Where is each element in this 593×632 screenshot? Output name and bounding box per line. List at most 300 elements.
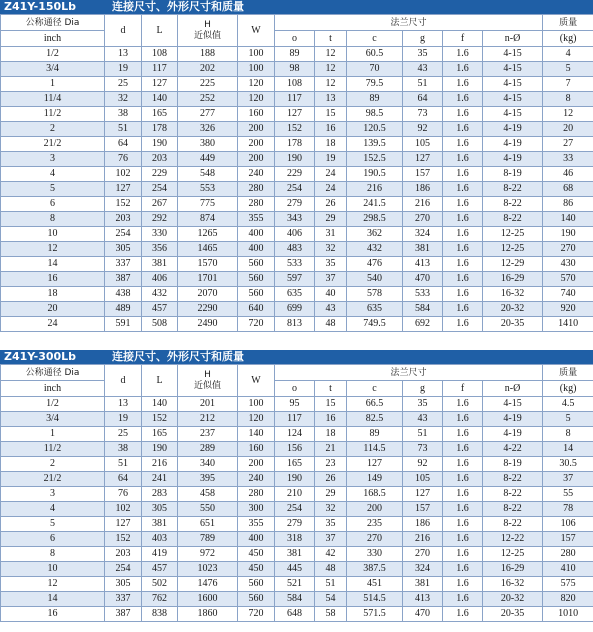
table-section-300lb <box>0 350 593 622</box>
cell-H: 550 <box>178 502 238 517</box>
table-row <box>1 517 593 532</box>
table-row <box>1 487 593 502</box>
cell-o: 190 <box>275 472 315 487</box>
cell-mass: 5 <box>543 62 593 77</box>
cell-d: 489 <box>105 302 142 317</box>
cell-mass: 55 <box>543 487 593 502</box>
header-flange: 法兰尺寸 <box>275 365 543 381</box>
cell-d: 51 <box>105 457 142 472</box>
cell-mass: 1010 <box>543 607 593 622</box>
cell-H: 252 <box>178 92 238 107</box>
cell-dia: 3 <box>1 487 105 502</box>
cell-W: 200 <box>238 152 275 167</box>
cell-c: 127 <box>347 457 403 472</box>
cell-g: 186 <box>403 517 443 532</box>
cell-H: 225 <box>178 77 238 92</box>
cell-n: 20-32 <box>483 302 543 317</box>
cell-L: 330 <box>142 227 178 242</box>
cell-W: 560 <box>238 272 275 287</box>
cell-dia: 24 <box>1 317 105 332</box>
table-row <box>1 122 593 137</box>
cell-W: 280 <box>238 487 275 502</box>
cell-mass: 30.5 <box>543 457 593 472</box>
cell-n: 8-22 <box>483 197 543 212</box>
cell-o: 483 <box>275 242 315 257</box>
cell-c: 98.5 <box>347 107 403 122</box>
cell-L: 762 <box>142 592 178 607</box>
cell-c: 362 <box>347 227 403 242</box>
cell-n: 4-15 <box>483 92 543 107</box>
cell-c: 82.5 <box>347 412 403 427</box>
cell-c: 139.5 <box>347 137 403 152</box>
cell-dia: 4 <box>1 502 105 517</box>
cell-t: 48 <box>315 562 347 577</box>
cell-o: 381 <box>275 547 315 562</box>
cell-W: 355 <box>238 517 275 532</box>
cell-f: 1.6 <box>443 547 483 562</box>
cell-mass: 157 <box>543 532 593 547</box>
cell-L: 108 <box>142 47 178 62</box>
cell-L: 117 <box>142 62 178 77</box>
cell-t: 12 <box>315 47 347 62</box>
cell-n: 4-15 <box>483 62 543 77</box>
cell-d: 387 <box>105 607 142 622</box>
cell-c: 149 <box>347 472 403 487</box>
cell-c: 235 <box>347 517 403 532</box>
table-row <box>1 47 593 62</box>
cell-o: 406 <box>275 227 315 242</box>
cell-n: 4-19 <box>483 122 543 137</box>
cell-dia: 18 <box>1 287 105 302</box>
cell-n: 20-35 <box>483 607 543 622</box>
cell-t: 26 <box>315 197 347 212</box>
cell-H: 449 <box>178 152 238 167</box>
table-row <box>1 532 593 547</box>
cell-H: 326 <box>178 122 238 137</box>
table-row <box>1 287 593 302</box>
cell-c: 70 <box>347 62 403 77</box>
cell-H: 553 <box>178 182 238 197</box>
cell-n: 16-29 <box>483 272 543 287</box>
cell-g: 92 <box>403 457 443 472</box>
cell-mass: 140 <box>543 212 593 227</box>
cell-d: 127 <box>105 517 142 532</box>
cell-o: 318 <box>275 532 315 547</box>
cell-W: 450 <box>238 547 275 562</box>
cell-t: 29 <box>315 212 347 227</box>
cell-dia: 1 <box>1 427 105 442</box>
cell-mass: 12 <box>543 107 593 122</box>
cell-L: 203 <box>142 152 178 167</box>
cell-mass: 820 <box>543 592 593 607</box>
cell-f: 1.6 <box>443 562 483 577</box>
table-row <box>1 137 593 152</box>
cell-o: 98 <box>275 62 315 77</box>
cell-L: 457 <box>142 562 178 577</box>
cell-g: 43 <box>403 62 443 77</box>
cell-t: 13 <box>315 92 347 107</box>
table-row <box>1 577 593 592</box>
cell-mass: 68 <box>543 182 593 197</box>
cell-W: 450 <box>238 562 275 577</box>
cell-o: 343 <box>275 212 315 227</box>
cell-o: 279 <box>275 517 315 532</box>
cell-H: 380 <box>178 137 238 152</box>
cell-t: 29 <box>315 487 347 502</box>
cell-n: 4-19 <box>483 152 543 167</box>
cell-mass: 280 <box>543 547 593 562</box>
header-flange: 法兰尺寸 <box>275 15 543 31</box>
cell-n: 8-19 <box>483 457 543 472</box>
table-title: 连接尺寸、外形尺寸和质量 <box>112 350 244 363</box>
cell-d: 102 <box>105 502 142 517</box>
cell-n: 4-19 <box>483 412 543 427</box>
cell-n: 12-22 <box>483 532 543 547</box>
cell-c: 330 <box>347 547 403 562</box>
cell-W: 200 <box>238 137 275 152</box>
cell-n: 4-15 <box>483 107 543 122</box>
cell-t: 32 <box>315 242 347 257</box>
cell-f: 1.6 <box>443 457 483 472</box>
cell-f: 1.6 <box>443 137 483 152</box>
cell-dia: 5 <box>1 182 105 197</box>
cell-g: 413 <box>403 592 443 607</box>
cell-g: 105 <box>403 137 443 152</box>
cell-n: 4-22 <box>483 442 543 457</box>
header-H-label: H <box>204 19 211 30</box>
cell-H: 1023 <box>178 562 238 577</box>
cell-L: 165 <box>142 107 178 122</box>
cell-c: 540 <box>347 272 403 287</box>
cell-t: 51 <box>315 577 347 592</box>
cell-W: 160 <box>238 107 275 122</box>
cell-d: 152 <box>105 532 142 547</box>
cell-mass: 1410 <box>543 317 593 332</box>
header-H-sub: 近似值 <box>193 380 221 391</box>
header-H-sub: 近似值 <box>193 30 221 41</box>
cell-W: 400 <box>238 532 275 547</box>
table-row <box>1 427 593 442</box>
table-row <box>1 92 593 107</box>
cell-L: 229 <box>142 167 178 182</box>
cell-H: 2070 <box>178 287 238 302</box>
cell-t: 43 <box>315 302 347 317</box>
table-row <box>1 607 593 622</box>
cell-c: 152.5 <box>347 152 403 167</box>
cell-g: 157 <box>403 502 443 517</box>
cell-t: 31 <box>315 227 347 242</box>
header-f: f <box>443 381 483 397</box>
cell-mass: 430 <box>543 257 593 272</box>
cell-t: 37 <box>315 272 347 287</box>
header-mass: 质量 <box>543 15 593 31</box>
cell-o: 178 <box>275 137 315 152</box>
cell-mass: 106 <box>543 517 593 532</box>
cell-H: 458 <box>178 487 238 502</box>
table-row <box>1 227 593 242</box>
header-c: c <box>347 31 403 47</box>
cell-o: 597 <box>275 272 315 287</box>
header-L: L <box>142 15 178 47</box>
cell-o: 648 <box>275 607 315 622</box>
cell-c: 89 <box>347 92 403 107</box>
cell-o: 117 <box>275 92 315 107</box>
cell-dia: 14 <box>1 257 105 272</box>
cell-c: 298.5 <box>347 212 403 227</box>
cell-f: 1.6 <box>443 197 483 212</box>
cell-t: 37 <box>315 532 347 547</box>
cell-dia: 6 <box>1 532 105 547</box>
cell-c: 241.5 <box>347 197 403 212</box>
cell-W: 200 <box>238 122 275 137</box>
cell-f: 1.6 <box>443 227 483 242</box>
cell-W: 720 <box>238 317 275 332</box>
cell-o: 124 <box>275 427 315 442</box>
cell-W: 120 <box>238 77 275 92</box>
cell-f: 1.6 <box>443 257 483 272</box>
cell-o: 127 <box>275 107 315 122</box>
cell-c: 190.5 <box>347 167 403 182</box>
cell-mass: 4 <box>543 47 593 62</box>
cell-g: 413 <box>403 257 443 272</box>
cell-W: 100 <box>238 62 275 77</box>
cell-f: 1.6 <box>443 62 483 77</box>
table-row <box>1 212 593 227</box>
cell-f: 1.6 <box>443 272 483 287</box>
cell-mass: 570 <box>543 272 593 287</box>
cell-g: 270 <box>403 547 443 562</box>
cell-dia: 21/2 <box>1 137 105 152</box>
header-H-label: H <box>204 369 211 380</box>
cell-W: 160 <box>238 442 275 457</box>
cell-L: 305 <box>142 502 178 517</box>
header-g: g <box>403 381 443 397</box>
cell-t: 26 <box>315 472 347 487</box>
cell-H: 1701 <box>178 272 238 287</box>
cell-L: 508 <box>142 317 178 332</box>
cell-o: 813 <box>275 317 315 332</box>
cell-g: 584 <box>403 302 443 317</box>
header-f: f <box>443 31 483 47</box>
cell-f: 1.6 <box>443 107 483 122</box>
cell-c: 749.5 <box>347 317 403 332</box>
cell-mass: 27 <box>543 137 593 152</box>
cell-d: 25 <box>105 427 142 442</box>
cell-d: 203 <box>105 212 142 227</box>
cell-H: 775 <box>178 197 238 212</box>
cell-f: 1.6 <box>443 487 483 502</box>
cell-f: 1.6 <box>443 302 483 317</box>
cell-mass: 37 <box>543 472 593 487</box>
cell-c: 168.5 <box>347 487 403 502</box>
cell-t: 24 <box>315 182 347 197</box>
cell-H: 2490 <box>178 317 238 332</box>
header-mass-unit: (kg) <box>543 31 593 47</box>
table-row <box>1 77 593 92</box>
cell-dia: 12 <box>1 577 105 592</box>
cell-c: 60.5 <box>347 47 403 62</box>
cell-o: 699 <box>275 302 315 317</box>
cell-f: 1.6 <box>443 442 483 457</box>
cell-d: 32 <box>105 92 142 107</box>
cell-mass: 20 <box>543 122 593 137</box>
cell-c: 451 <box>347 577 403 592</box>
cell-W: 120 <box>238 412 275 427</box>
header-mass-unit: (kg) <box>543 381 593 397</box>
cell-mass: 46 <box>543 167 593 182</box>
cell-c: 578 <box>347 287 403 302</box>
cell-n: 8-19 <box>483 167 543 182</box>
cell-H: 201 <box>178 397 238 412</box>
cell-mass: 8 <box>543 92 593 107</box>
cell-g: 186 <box>403 182 443 197</box>
cell-d: 25 <box>105 77 142 92</box>
cell-g: 127 <box>403 487 443 502</box>
cell-mass: 920 <box>543 302 593 317</box>
cell-dia: 11/4 <box>1 92 105 107</box>
cell-o: 584 <box>275 592 315 607</box>
cell-mass: 575 <box>543 577 593 592</box>
cell-f: 1.6 <box>443 317 483 332</box>
cell-g: 324 <box>403 227 443 242</box>
cell-L: 190 <box>142 137 178 152</box>
cell-n: 12-25 <box>483 227 543 242</box>
cell-dia: 3/4 <box>1 62 105 77</box>
cell-dia: 4 <box>1 167 105 182</box>
cell-W: 200 <box>238 457 275 472</box>
header-dia: 公称通径 Dia <box>1 15 105 31</box>
cell-d: 64 <box>105 137 142 152</box>
cell-t: 24 <box>315 167 347 182</box>
cell-d: 38 <box>105 442 142 457</box>
cell-d: 127 <box>105 182 142 197</box>
cell-t: 35 <box>315 257 347 272</box>
cell-L: 254 <box>142 182 178 197</box>
cell-g: 105 <box>403 472 443 487</box>
cell-d: 254 <box>105 562 142 577</box>
cell-dia: 1/2 <box>1 397 105 412</box>
cell-W: 280 <box>238 197 275 212</box>
cell-c: 270 <box>347 532 403 547</box>
cell-f: 1.6 <box>443 577 483 592</box>
header-d: d <box>105 15 142 47</box>
header-o: o <box>275 381 315 397</box>
cell-n: 8-22 <box>483 472 543 487</box>
cell-d: 438 <box>105 287 142 302</box>
cell-n: 8-22 <box>483 212 543 227</box>
cell-L: 178 <box>142 122 178 137</box>
cell-d: 51 <box>105 122 142 137</box>
cell-dia: 10 <box>1 227 105 242</box>
cell-d: 19 <box>105 62 142 77</box>
header-W: W <box>238 15 275 47</box>
table-row <box>1 62 593 77</box>
cell-W: 280 <box>238 182 275 197</box>
cell-mass: 190 <box>543 227 593 242</box>
cell-dia: 6 <box>1 197 105 212</box>
cell-g: 470 <box>403 607 443 622</box>
cell-n: 12-25 <box>483 242 543 257</box>
cell-L: 406 <box>142 272 178 287</box>
table-row <box>1 562 593 577</box>
header-t: t <box>315 381 347 397</box>
cell-mass: 33 <box>543 152 593 167</box>
cell-L: 432 <box>142 287 178 302</box>
cell-c: 387.5 <box>347 562 403 577</box>
cell-c: 79.5 <box>347 77 403 92</box>
cell-dia: 1/2 <box>1 47 105 62</box>
table-row <box>1 547 593 562</box>
cell-dia: 16 <box>1 272 105 287</box>
table-row <box>1 152 593 167</box>
cell-g: 157 <box>403 167 443 182</box>
cell-d: 13 <box>105 47 142 62</box>
cell-t: 58 <box>315 607 347 622</box>
cell-f: 1.6 <box>443 592 483 607</box>
cell-g: 35 <box>403 47 443 62</box>
cell-H: 202 <box>178 62 238 77</box>
cell-mass: 14 <box>543 442 593 457</box>
cell-f: 1.6 <box>443 427 483 442</box>
cell-f: 1.6 <box>443 152 483 167</box>
cell-dia: 1 <box>1 77 105 92</box>
cell-c: 200 <box>347 502 403 517</box>
cell-L: 457 <box>142 302 178 317</box>
cell-g: 381 <box>403 242 443 257</box>
header-inch: inch <box>1 381 105 397</box>
table-row <box>1 167 593 182</box>
cell-dia: 14 <box>1 592 105 607</box>
cell-c: 114.5 <box>347 442 403 457</box>
cell-g: 51 <box>403 427 443 442</box>
table-row <box>1 257 593 272</box>
cell-W: 560 <box>238 287 275 302</box>
cell-H: 1570 <box>178 257 238 272</box>
cell-H: 1265 <box>178 227 238 242</box>
cell-dia: 8 <box>1 547 105 562</box>
cell-dia: 3 <box>1 152 105 167</box>
cell-d: 305 <box>105 577 142 592</box>
cell-f: 1.6 <box>443 77 483 92</box>
header-W: W <box>238 365 275 397</box>
cell-L: 140 <box>142 92 178 107</box>
cell-t: 40 <box>315 287 347 302</box>
table-row <box>1 412 593 427</box>
cell-H: 237 <box>178 427 238 442</box>
header-dia: 公称通径 Dia <box>1 365 105 381</box>
cell-g: 73 <box>403 107 443 122</box>
cell-o: 521 <box>275 577 315 592</box>
cell-L: 381 <box>142 257 178 272</box>
cell-L: 283 <box>142 487 178 502</box>
cell-W: 560 <box>238 257 275 272</box>
cell-H: 289 <box>178 442 238 457</box>
cell-n: 4-15 <box>483 47 543 62</box>
cell-d: 38 <box>105 107 142 122</box>
cell-H: 277 <box>178 107 238 122</box>
cell-t: 35 <box>315 517 347 532</box>
cell-f: 1.6 <box>443 47 483 62</box>
cell-dia: 20 <box>1 302 105 317</box>
cell-L: 152 <box>142 412 178 427</box>
cell-n: 8-22 <box>483 502 543 517</box>
cell-o: 117 <box>275 412 315 427</box>
header-L: L <box>142 365 178 397</box>
cell-L: 241 <box>142 472 178 487</box>
cell-f: 1.6 <box>443 182 483 197</box>
cell-c: 476 <box>347 257 403 272</box>
cell-f: 1.6 <box>443 607 483 622</box>
